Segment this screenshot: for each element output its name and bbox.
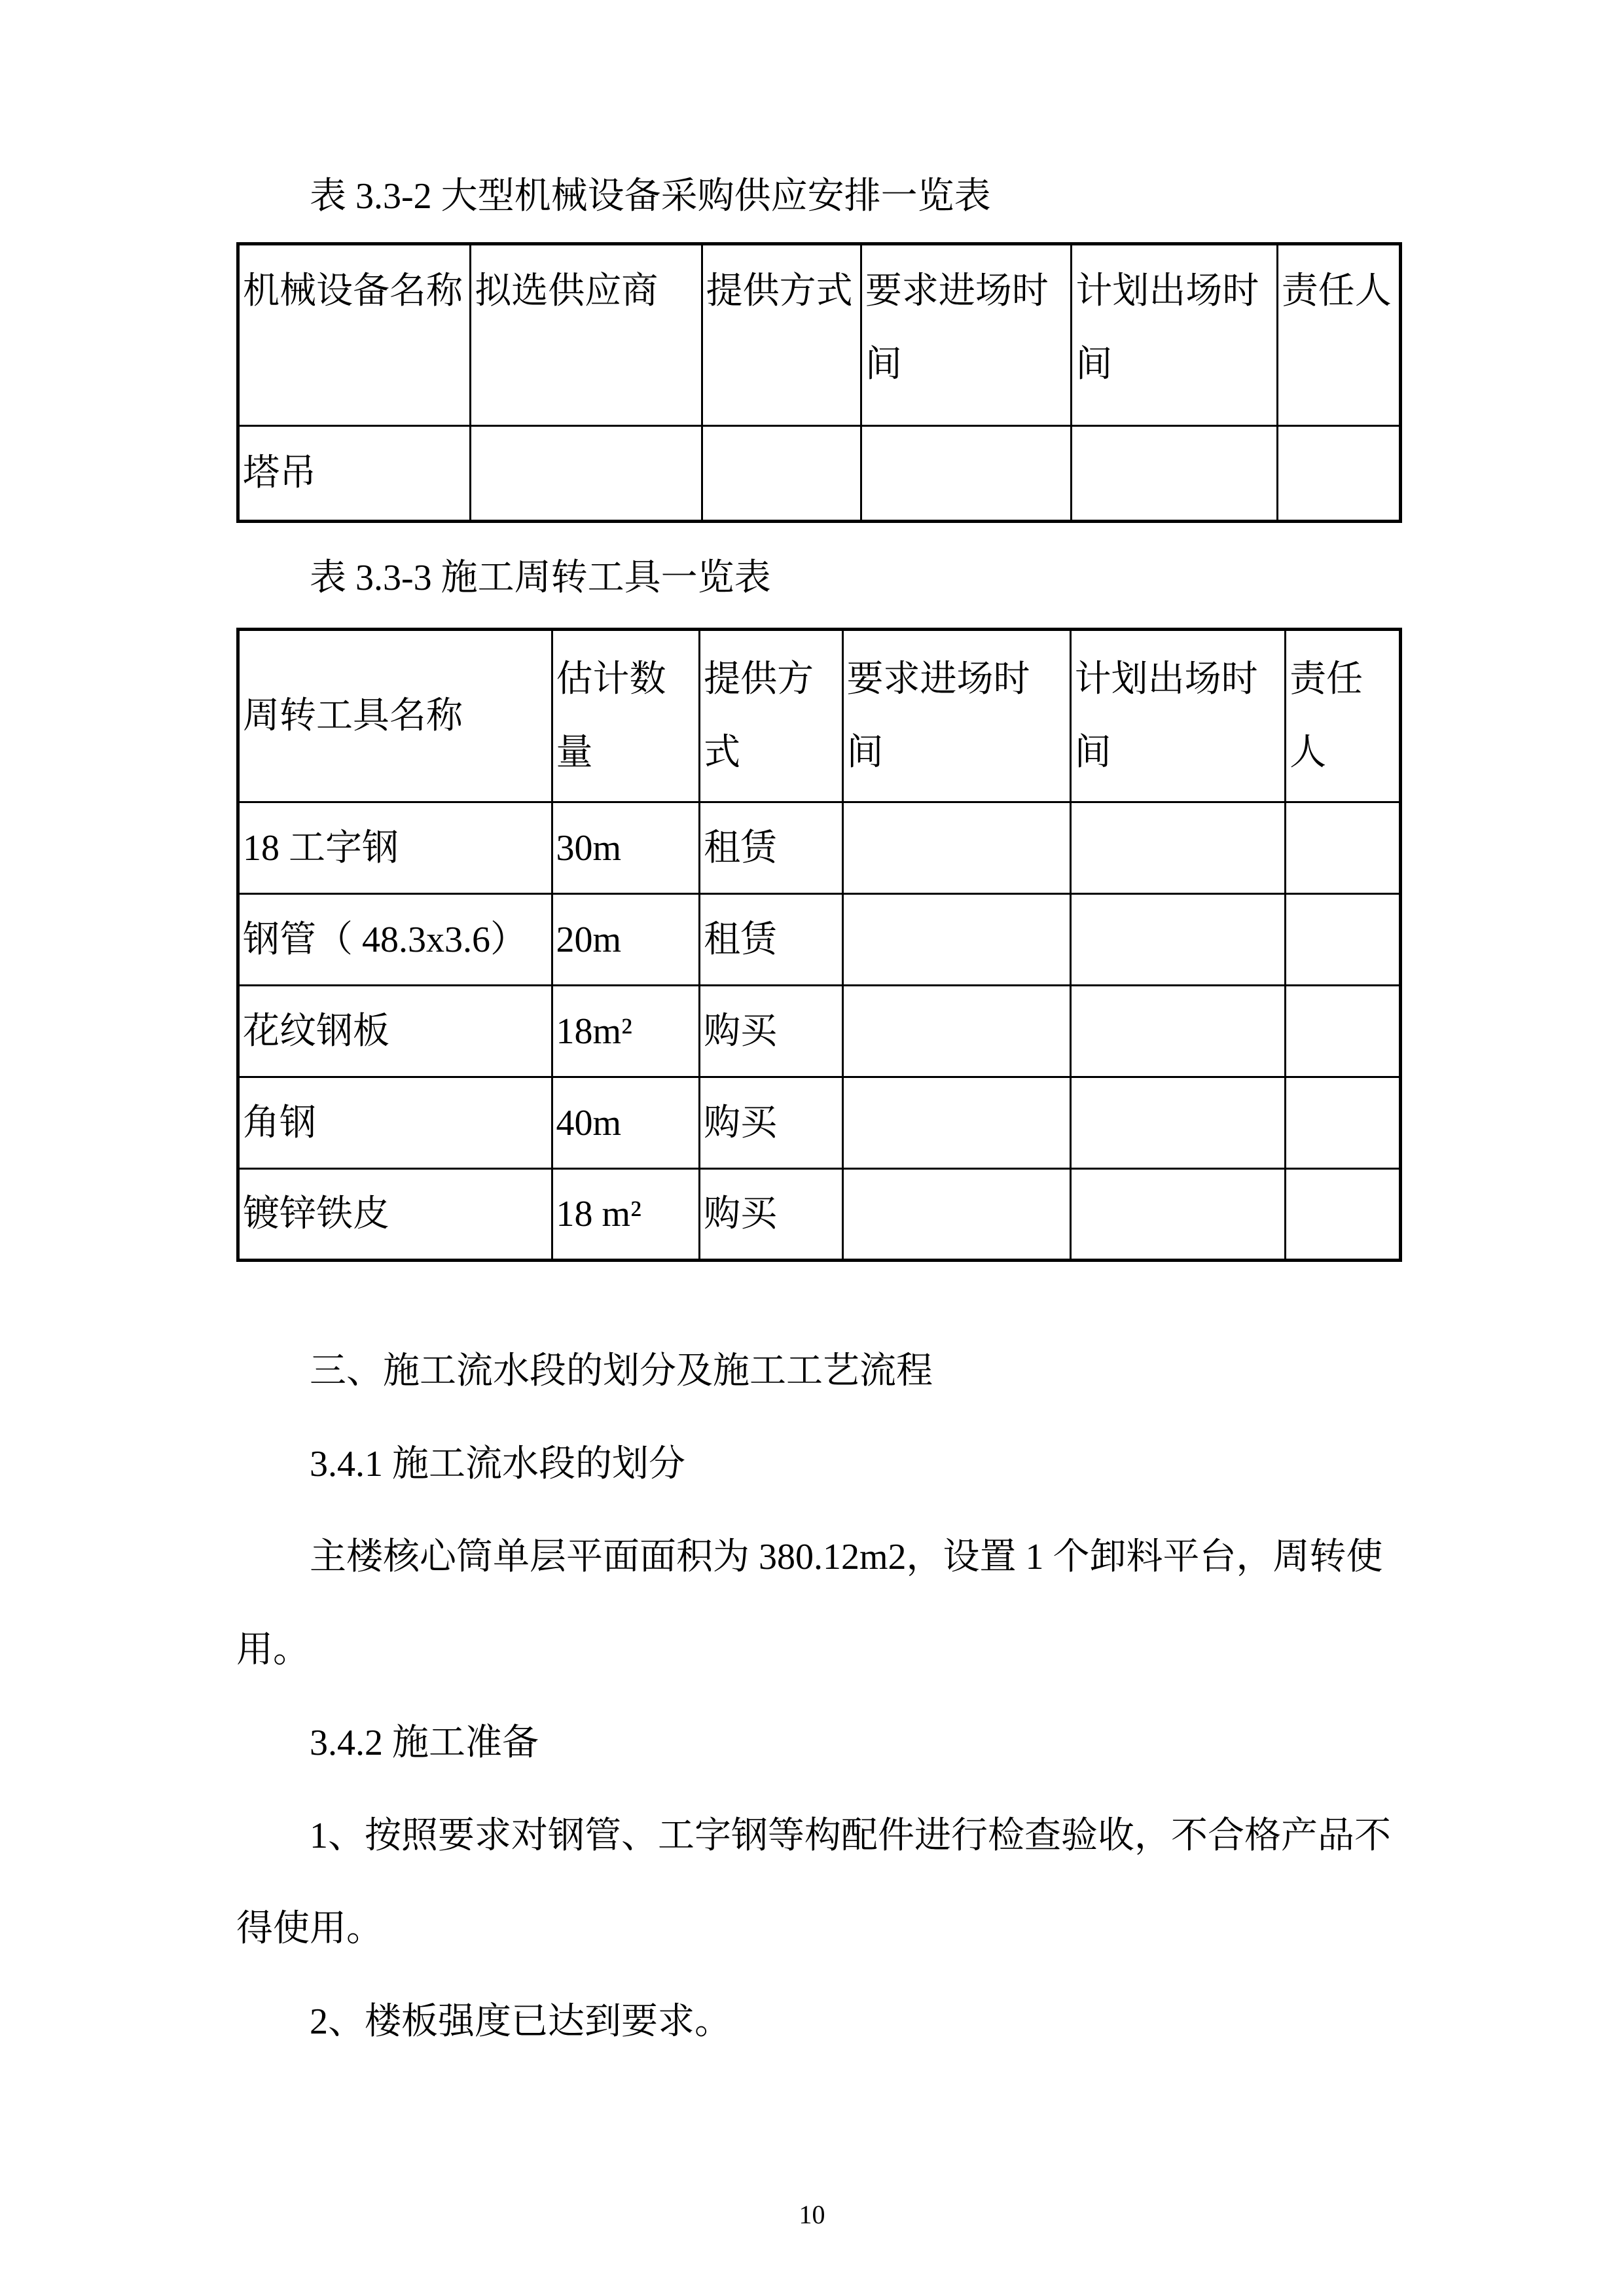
header-cell: 机械设备名称 [238, 244, 471, 426]
paragraph: 主楼核心筒单层平面面积为 380.12m2，设置 1 个卸料平台，周转使用。 [236, 1537, 1383, 1670]
body-cell: 租赁 [700, 894, 842, 986]
body-cell: 20m [552, 894, 700, 986]
table-row [238, 1077, 1401, 1169]
page-number: 10 [799, 2200, 825, 2229]
body-cell [861, 426, 1071, 522]
body-cell [1286, 1169, 1401, 1261]
body-cell: 花纹钢板 [238, 986, 552, 1077]
table-row [238, 802, 1401, 894]
body-cell [1070, 894, 1286, 986]
table-row [238, 986, 1401, 1077]
table-equipment-procurement [236, 242, 1402, 523]
body-cell: 塔吊 [238, 426, 471, 522]
section-heading: 三、施工流水段的划分及施工工艺流程 [310, 1351, 933, 1391]
body-cell: 镀锌铁皮 [238, 1169, 552, 1261]
header-cell: 周转工具名称 [238, 630, 552, 802]
header-cell: 要求进场时间 [842, 630, 1070, 802]
body-cell [702, 426, 861, 522]
header-cell: 计划出场时间 [1072, 244, 1277, 426]
paragraph: 1、按照要求对钢管、工字钢等构配件进行检查验收，不合格产品不得使用。 [236, 1816, 1391, 1949]
body-cell: 18 工字钢 [238, 802, 552, 894]
body-cell: 角钢 [238, 1077, 552, 1169]
body-cell [1286, 894, 1401, 986]
body-cell: 18m² [552, 986, 700, 1077]
body-cell [842, 1169, 1070, 1261]
body-text [236, 1325, 1402, 2068]
body-cell [1286, 1077, 1401, 1169]
body-cell [471, 426, 702, 522]
body-cell [1286, 802, 1401, 894]
table-row [238, 894, 1401, 986]
body-cell: 钢管（ 48.3x3.6） [238, 894, 552, 986]
header-cell: 责任人 [1277, 244, 1400, 426]
body-cell [1070, 986, 1286, 1077]
table-row [238, 1169, 1401, 1261]
body-cell: 租赁 [700, 802, 842, 894]
header-cell: 责任人 [1286, 630, 1401, 802]
table-row [238, 630, 1401, 802]
body-cell: 购买 [700, 986, 842, 1077]
body-cell [1277, 426, 1400, 522]
table-row [238, 244, 1401, 426]
header-cell: 提供方式 [702, 244, 861, 426]
body-cell [1070, 1169, 1286, 1261]
body-cell [842, 1077, 1070, 1169]
body-cell [842, 802, 1070, 894]
document-content [236, 151, 1402, 2068]
body-cell [1286, 986, 1401, 1077]
body-cell [1070, 1077, 1286, 1169]
header-cell: 计划出场时间 [1070, 630, 1286, 802]
table2-caption: 表 3.3-3 施工周转工具一览表 [310, 558, 771, 598]
body-cell: 购买 [700, 1077, 842, 1169]
body-cell [842, 894, 1070, 986]
body-cell [842, 986, 1070, 1077]
subsection-heading: 3.4.2 施工准备 [310, 1723, 539, 1763]
table1-caption: 表 3.3-2 大型机械设备采购供应安排一览表 [310, 176, 991, 217]
subsection-heading: 3.4.1 施工流水段的划分 [310, 1444, 685, 1484]
body-cell [1070, 802, 1286, 894]
header-cell: 估计数量 [552, 630, 700, 802]
body-cell: 购买 [700, 1169, 842, 1261]
table-turnover-tools [236, 628, 1402, 1262]
header-cell: 提供方式 [700, 630, 842, 802]
body-cell: 40m [552, 1077, 700, 1169]
paragraph: 2、楼板强度已达到要求。 [310, 2001, 731, 2042]
table-row [238, 426, 1401, 522]
header-cell: 拟选供应商 [471, 244, 702, 426]
body-cell [1072, 426, 1277, 522]
body-cell: 30m [552, 802, 700, 894]
body-cell: 18 m² [552, 1169, 700, 1261]
header-cell: 要求进场时间 [861, 244, 1071, 426]
